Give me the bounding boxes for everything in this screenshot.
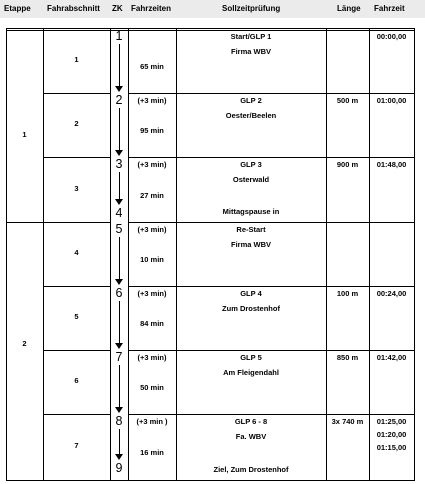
kontrollpunkt-number: 1	[115, 29, 123, 43]
header-fahrzeiten: Fahrzeiten	[131, 4, 172, 13]
kontrollpunkt-number: 2	[115, 93, 123, 107]
arrow-head	[115, 86, 123, 92]
fahrabschnitt-separator	[110, 29, 111, 480]
down-arrow-icon	[115, 237, 123, 285]
fahrzeit-dauer: 50 min	[140, 383, 164, 392]
kontrollpunkt-number: 9	[115, 461, 123, 475]
kontrollpunkt-number: 6	[115, 286, 123, 300]
fahrzeit-wert: 01:25,00	[376, 417, 407, 426]
fahrzeit-wert: 01:42,00	[376, 353, 407, 362]
sollzeit-ort: GLP 2	[240, 96, 262, 105]
laenge-wert: 3x 740 m	[331, 417, 364, 426]
row-separator	[6, 222, 110, 223]
fahrzeit-wert: 01:20,00	[376, 430, 407, 439]
fahrzeit-zuschlag: (+3 min)	[137, 353, 167, 362]
fahrzeit-wert: 01:15,00	[376, 443, 407, 452]
header-zk: ZK	[112, 4, 123, 13]
laenge-wert: 100 m	[336, 289, 359, 298]
sollzeit-ort: GLP 3	[240, 160, 262, 169]
fahrzeit-zuschlag: (+3 min)	[137, 225, 167, 234]
sollzeit-name: Oester/Beelen	[225, 111, 277, 120]
sollzeit-name: Firma WBV	[230, 240, 271, 249]
arrow-stem	[119, 44, 120, 87]
kontrollpunkt-number: 8	[115, 414, 123, 428]
arrow-head	[115, 454, 123, 460]
down-arrow-icon	[115, 108, 123, 156]
sollzeit-hinweis: Mittagspause in	[222, 207, 280, 216]
row-separator	[128, 286, 414, 287]
down-arrow-icon	[115, 172, 123, 205]
row-separator	[43, 414, 110, 415]
down-arrow-icon	[115, 44, 123, 92]
sollzeit-name: Zum Drostenhof	[222, 304, 280, 313]
fahrzeit-zuschlag: (+3 min )	[136, 417, 168, 426]
table-left-border	[6, 28, 7, 481]
arrow-stem	[119, 429, 120, 455]
row-separator	[128, 414, 414, 415]
header-sollzeitpruefung: Sollzeitprüfung	[222, 4, 281, 13]
laenge-wert: 900 m	[336, 160, 359, 169]
fahrzeit-wert: 01:48,00	[376, 160, 407, 169]
fahrzeit-dauer: 16 min	[140, 448, 164, 457]
fahrabschnitt-number: 4	[74, 248, 79, 257]
down-arrow-icon	[115, 301, 123, 349]
fahrzeiten-separator	[176, 29, 177, 480]
etappe-number: 1	[22, 130, 27, 139]
table-bottom-border	[6, 480, 415, 481]
arrow-stem	[119, 172, 120, 200]
kontrollpunkt-number: 3	[115, 157, 123, 171]
arrow-head	[115, 343, 123, 349]
fahrzeit-dauer: 65 min	[140, 62, 164, 71]
row-separator	[43, 157, 110, 158]
sollzeit-ort: Start/GLP 1	[230, 32, 272, 41]
down-arrow-icon	[115, 365, 123, 413]
sollzeit-ort: Re-Start	[236, 225, 266, 234]
kontrollpunkt-number: 4	[115, 206, 123, 220]
sollzeit-name: Firma WBV	[230, 47, 271, 56]
kontrollpunkt-number: 5	[115, 222, 123, 236]
header-laenge: Länge	[337, 4, 361, 13]
laenge-wert: 500 m	[336, 96, 359, 105]
sollzeit-hinweis: Ziel, Zum Drostenhof	[213, 465, 289, 474]
fahrzeit-dauer: 95 min	[140, 126, 164, 135]
fahrabschnitt-number: 3	[74, 183, 79, 193]
fahrzeit-wert: 00:00,00	[376, 32, 407, 41]
row-separator	[43, 350, 110, 351]
arrow-head	[115, 407, 123, 413]
fahrabschnitt-number: 1	[74, 55, 79, 64]
sollzeit-ort: GLP 6 - 8	[234, 417, 268, 426]
sollzeit-ort: GLP 5	[240, 353, 262, 362]
row-separator	[43, 286, 110, 287]
arrow-stem	[119, 365, 120, 408]
fahrzeit-dauer: 10 min	[140, 255, 164, 264]
etappe-separator	[43, 29, 44, 480]
row-separator	[43, 93, 110, 94]
header-fahrabschnitt: Fahrabschnitt	[47, 4, 100, 13]
row-separator	[128, 157, 414, 158]
row-separator	[128, 222, 414, 223]
arrow-head	[115, 199, 123, 205]
arrow-head	[115, 150, 123, 156]
arrow-stem	[119, 108, 120, 151]
row-separator	[128, 350, 414, 351]
fahrzeit-dauer: 27 min	[140, 190, 164, 200]
arrow-stem	[119, 301, 120, 344]
sollzeit-name: Osterwald	[232, 175, 270, 184]
sollzeit-name: Fa. WBV	[235, 432, 267, 441]
fahrabschnitt-number: 5	[74, 312, 79, 321]
etappe-number: 2	[22, 339, 27, 348]
down-arrow-icon	[115, 429, 123, 460]
table-top-border-double	[6, 30, 415, 31]
laenge-wert: 850 m	[336, 353, 359, 362]
sollzeit-ort: GLP 4	[240, 289, 262, 298]
fahrzeit-zuschlag: (+3 min)	[137, 289, 167, 298]
arrow-head	[115, 279, 123, 285]
sollzeit-name: Am Fleigendahl	[223, 368, 279, 377]
fahrzeit-dauer: 84 min	[140, 319, 164, 328]
fahrzeit-zuschlag: (+3 min)	[137, 96, 167, 105]
fahrzeit-zuschlag: (+3 min)	[137, 160, 167, 169]
fahrabschnitt-number: 7	[74, 441, 79, 450]
row-separator	[128, 93, 414, 94]
kontrollpunkt-number: 7	[115, 350, 123, 364]
header-etappe: Etappe	[4, 4, 31, 13]
table-right-border	[414, 28, 415, 481]
fahrabschnitt-number: 6	[74, 376, 79, 385]
fahrabschnitt-number: 2	[74, 119, 79, 128]
fahrzeit-wert: 01:00,00	[376, 96, 407, 105]
fahrzeit-wert: 00:24,00	[376, 289, 407, 298]
table-top-border	[6, 28, 415, 29]
arrow-stem	[119, 237, 120, 280]
header-fahrzeit: Fahrzeit	[374, 4, 405, 13]
